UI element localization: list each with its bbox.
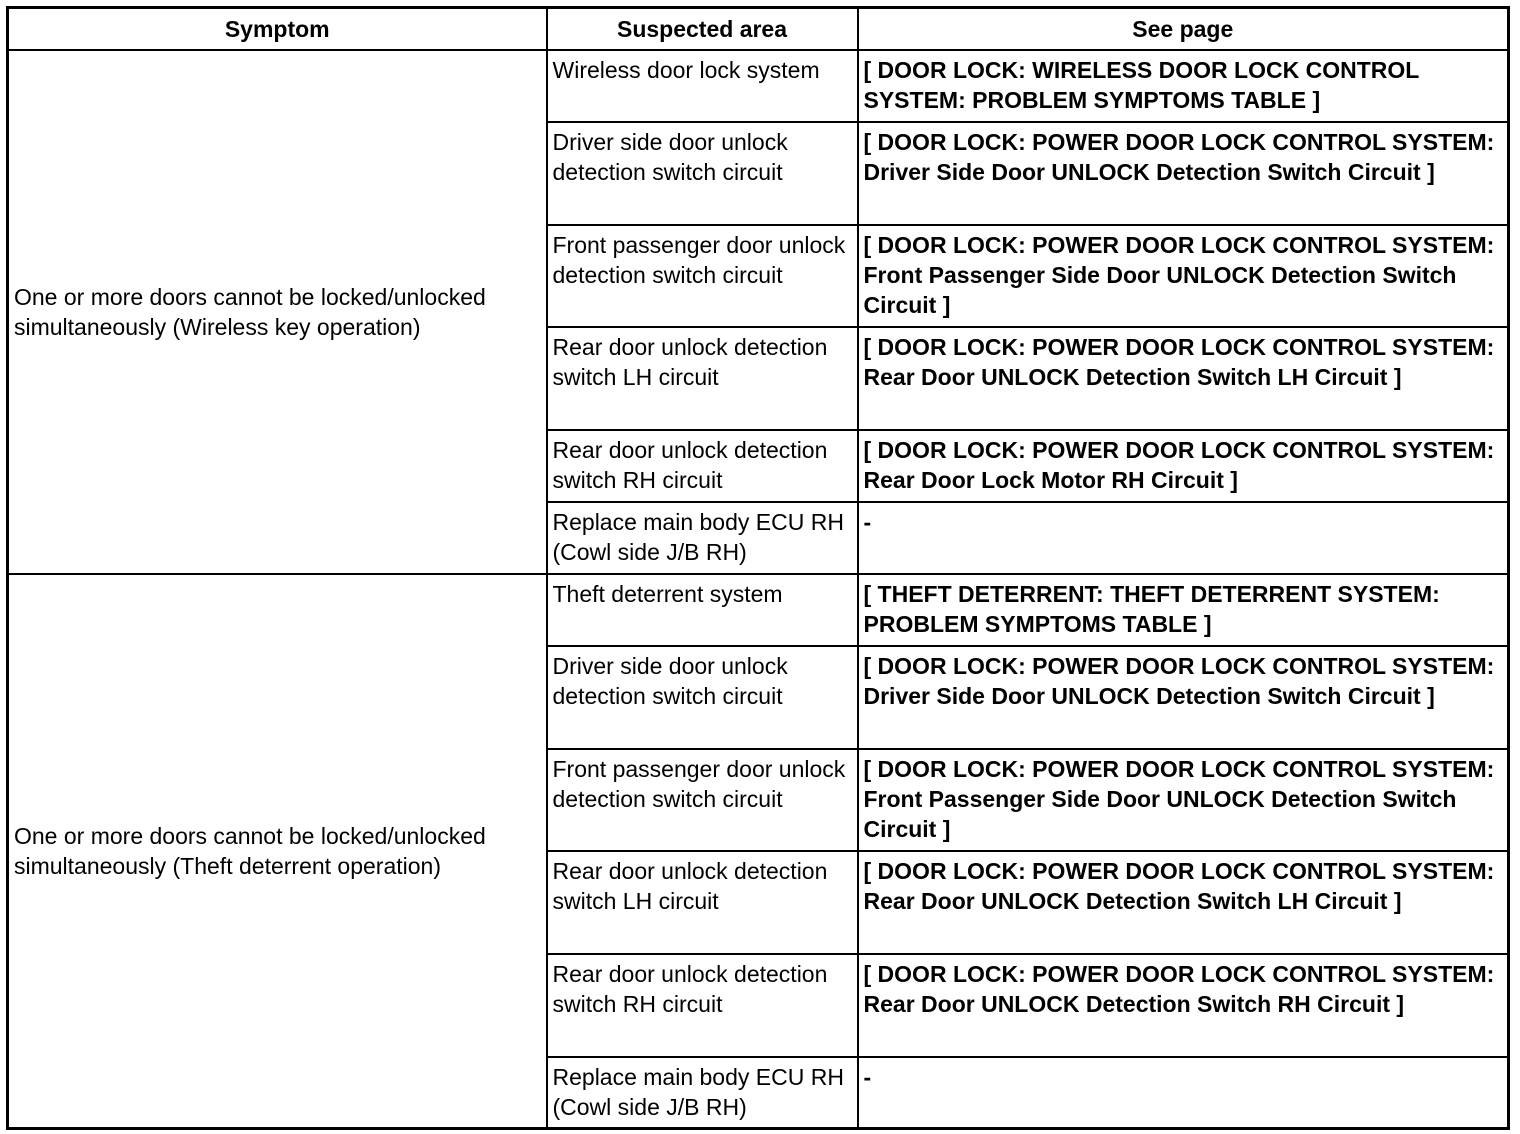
see-page-dash: -	[858, 1057, 1509, 1129]
see-page-link[interactable]: [ DOOR LOCK: POWER DOOR LOCK CONTROL SYSTEM: Front Passenger Side Door UNLOCK Detection Switch Circuit ]	[858, 749, 1509, 851]
see-page-link[interactable]: [ DOOR LOCK: POWER DOOR LOCK CONTROL SYSTEM: Front Passenger Side Door UNLOCK Detection Switch Circuit ]	[858, 225, 1509, 327]
suspected-area-cell: Front passenger door unlock detection switch circuit	[547, 749, 858, 851]
symptom-table	[6, 6, 1510, 1130]
suspected-area-cell: Rear door unlock detection switch RH circuit	[547, 430, 858, 502]
table-row	[8, 574, 1509, 646]
see-page-dash: -	[858, 502, 1509, 574]
suspected-area-cell: Wireless door lock system	[547, 50, 858, 122]
see-page-link[interactable]: [ DOOR LOCK: POWER DOOR LOCK CONTROL SYSTEM: Driver Side Door UNLOCK Detection Switch Circuit ]	[858, 646, 1509, 749]
suspected-area-cell: Replace main body ECU RH (Cowl side J/B RH)	[547, 502, 858, 574]
suspected-area-cell: Front passenger door unlock detection switch circuit	[547, 225, 858, 327]
table-row	[8, 50, 1509, 122]
see-page-link[interactable]: [ DOOR LOCK: POWER DOOR LOCK CONTROL SYSTEM: Rear Door UNLOCK Detection Switch LH Circuit ]	[858, 851, 1509, 954]
see-page-link[interactable]: [ DOOR LOCK: POWER DOOR LOCK CONTROL SYSTEM: Rear Door UNLOCK Detection Switch LH Circuit ]	[858, 327, 1509, 430]
header-row	[8, 8, 1509, 50]
suspected-area-cell: Theft deterrent system	[547, 574, 858, 646]
suspected-area-cell: Rear door unlock detection switch LH circuit	[547, 327, 858, 430]
suspected-area-cell: Driver side door unlock detection switch circuit	[547, 646, 858, 749]
see-page-link[interactable]: [ THEFT DETERRENT: THEFT DETERRENT SYSTEM: PROBLEM SYMPTOMS TABLE ]	[858, 574, 1509, 646]
suspected-area-cell: Replace main body ECU RH (Cowl side J/B RH)	[547, 1057, 858, 1129]
header-symptom: Symptom	[8, 8, 547, 50]
header-see-page: See page	[858, 8, 1509, 50]
header-suspected-area: Suspected area	[547, 8, 858, 50]
see-page-link[interactable]: [ DOOR LOCK: WIRELESS DOOR LOCK CONTROL SYSTEM: PROBLEM SYMPTOMS TABLE ]	[858, 50, 1509, 122]
see-page-link[interactable]: [ DOOR LOCK: POWER DOOR LOCK CONTROL SYSTEM: Rear Door Lock Motor RH Circuit ]	[858, 430, 1509, 502]
symptom-cell: One or more doors cannot be locked/unlocked simultaneously (Theft deterrent operation)	[8, 574, 547, 1129]
see-page-link[interactable]: [ DOOR LOCK: POWER DOOR LOCK CONTROL SYSTEM: Driver Side Door UNLOCK Detection Switch Circuit ]	[858, 122, 1509, 225]
see-page-link[interactable]: [ DOOR LOCK: POWER DOOR LOCK CONTROL SYSTEM: Rear Door UNLOCK Detection Switch RH Circuit ]	[858, 954, 1509, 1057]
suspected-area-cell: Rear door unlock detection switch LH circuit	[547, 851, 858, 954]
symptom-cell: One or more doors cannot be locked/unlocked simultaneously (Wireless key operation)	[8, 50, 547, 574]
suspected-area-cell: Driver side door unlock detection switch circuit	[547, 122, 858, 225]
suspected-area-cell: Rear door unlock detection switch RH circuit	[547, 954, 858, 1057]
